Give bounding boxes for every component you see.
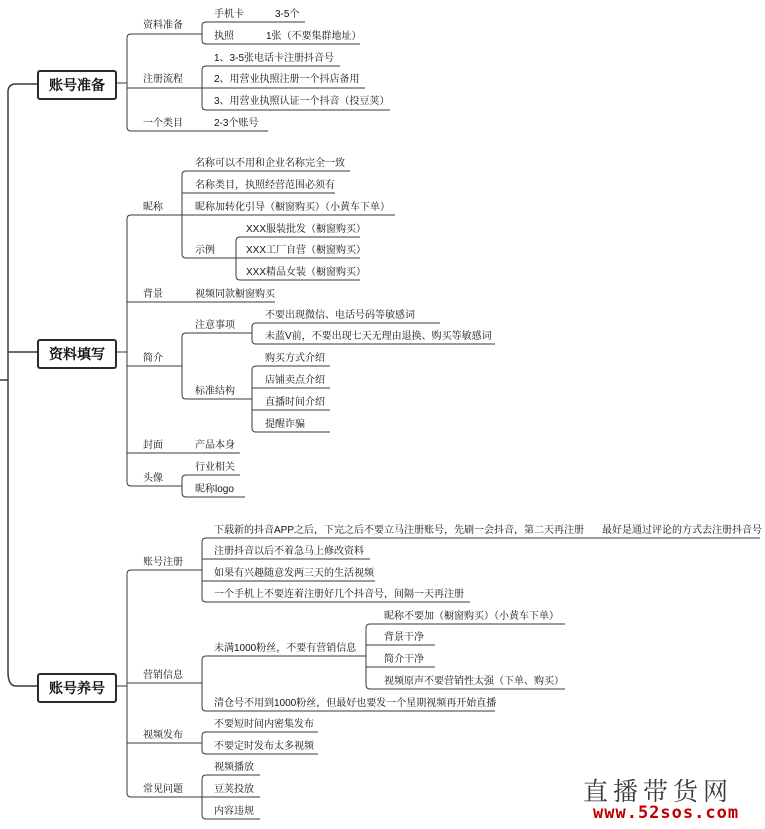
node-marketing-item: 视频原声不要营销性太强（下单、购买） xyxy=(384,676,564,687)
node-cover-value: 产品本身 xyxy=(195,440,235,451)
node-cover: 封面 xyxy=(143,440,163,451)
node-category-value: 2-3个账号 xyxy=(214,118,259,129)
branch-info-fill: 资料填写 xyxy=(37,339,117,369)
node-marketing-item: 简介干净 xyxy=(384,654,424,665)
node-nickname-item: 昵称加转化引导（橱窗购买）（小黄车下单） xyxy=(195,202,390,213)
node-marketing: 营销信息 xyxy=(143,670,183,681)
node-video-post-item: 不要短时间内密集发布 xyxy=(214,719,314,730)
node-example: 示例 xyxy=(195,245,215,256)
node-register: 账号注册 xyxy=(143,557,183,568)
node-structure-item: 购买方式介绍 xyxy=(265,353,325,364)
node-structure: 标准结构 xyxy=(195,386,235,397)
branch-account-nurture: 账号养号 xyxy=(37,673,117,703)
node-phone-card-value: 3-5个 xyxy=(275,9,300,20)
node-license: 执照 xyxy=(214,31,234,42)
node-example-item: XXX精品女装（橱窗购买） xyxy=(246,267,367,278)
node-nickname: 昵称 xyxy=(143,202,163,213)
node-notice-item: 不要出现微信、电话号码等敏感词 xyxy=(265,310,415,321)
node-avatar-item: 行业相关 xyxy=(195,462,235,473)
node-faq-item: 视频播放 xyxy=(214,762,254,773)
node-background-value: 视频同款橱窗购买 xyxy=(195,289,275,300)
node-prep: 资料准备 xyxy=(143,20,183,31)
node-example-item: XXX工厂自营（橱窗购买） xyxy=(246,245,367,256)
node-marketing-item: 昵称不要加（橱窗购买）（小黄车下单） xyxy=(384,611,559,622)
node-marketing-rule: 未满1000粉丝，不要有营销信息 xyxy=(214,643,357,654)
node-example-item: XXX服装批发（橱窗购买） xyxy=(246,224,367,235)
node-register-item: 如果有兴趣随意发两三天的生活视频 xyxy=(214,568,374,579)
node-faq-item: 豆荚投放 xyxy=(214,784,254,795)
node-phone-card: 手机卡 xyxy=(214,9,244,20)
node-video-post-item: 不要定时发布太多视频 xyxy=(214,741,314,752)
node-register-item: 一个手机上不要连着注册好几个抖音号，间隔一天再注册 xyxy=(214,589,464,600)
node-notice-item: 未蓝V前，不要出现七天无理由退换、购买等敏感词 xyxy=(265,331,492,342)
node-structure-item: 直播时间介绍 xyxy=(265,397,325,408)
node-intro: 简介 xyxy=(143,353,163,364)
node-flow-item: 2、用营业执照注册一个抖店备用 xyxy=(214,74,360,85)
node-structure-item: 提醒诈骗 xyxy=(265,419,305,430)
node-register-item: 注册抖音以后不着急马上修改资料 xyxy=(214,546,364,557)
node-faq-item: 内容违规 xyxy=(214,806,254,817)
node-avatar: 头像 xyxy=(143,473,163,484)
node-notice: 注意事项 xyxy=(195,320,235,331)
branch-account-prep: 账号准备 xyxy=(37,70,117,100)
node-flow: 注册流程 xyxy=(143,74,183,85)
node-marketing-item: 背景干净 xyxy=(384,632,424,643)
node-marketing-clear: 清仓号不用到1000粉丝，但最好也要发一个星期视频再开始直播 xyxy=(214,698,497,709)
watermark-title: 直播带货网 xyxy=(583,777,734,806)
node-background: 背景 xyxy=(143,289,163,300)
node-faq: 常见问题 xyxy=(143,784,183,795)
node-register-note: 最好是通过评论的方式去注册抖音号 xyxy=(602,525,762,536)
node-flow-item: 1、3-5张电话卡注册抖音号 xyxy=(214,53,335,64)
node-structure-item: 店铺卖点介绍 xyxy=(265,375,325,386)
node-video-post: 视频发布 xyxy=(143,730,183,741)
node-avatar-item: 昵称logo xyxy=(195,484,234,495)
node-flow-item: 3、用营业执照认证一个抖音（投豆荚） xyxy=(214,96,390,107)
node-category: 一个类目 xyxy=(143,118,183,129)
node-nickname-item: 名称类目，执照经营范围必须有 xyxy=(195,180,335,191)
node-register-item: 下载新的抖音APP之后，下完之后不要立马注册账号，先刷一会抖音，第二天再注册 xyxy=(214,525,585,536)
node-license-value: 1张（不要集群地址） xyxy=(266,31,362,42)
node-nickname-item: 名称可以不用和企业名称完全一致 xyxy=(195,158,345,169)
watermark-url: www.52sos.com xyxy=(593,803,740,823)
